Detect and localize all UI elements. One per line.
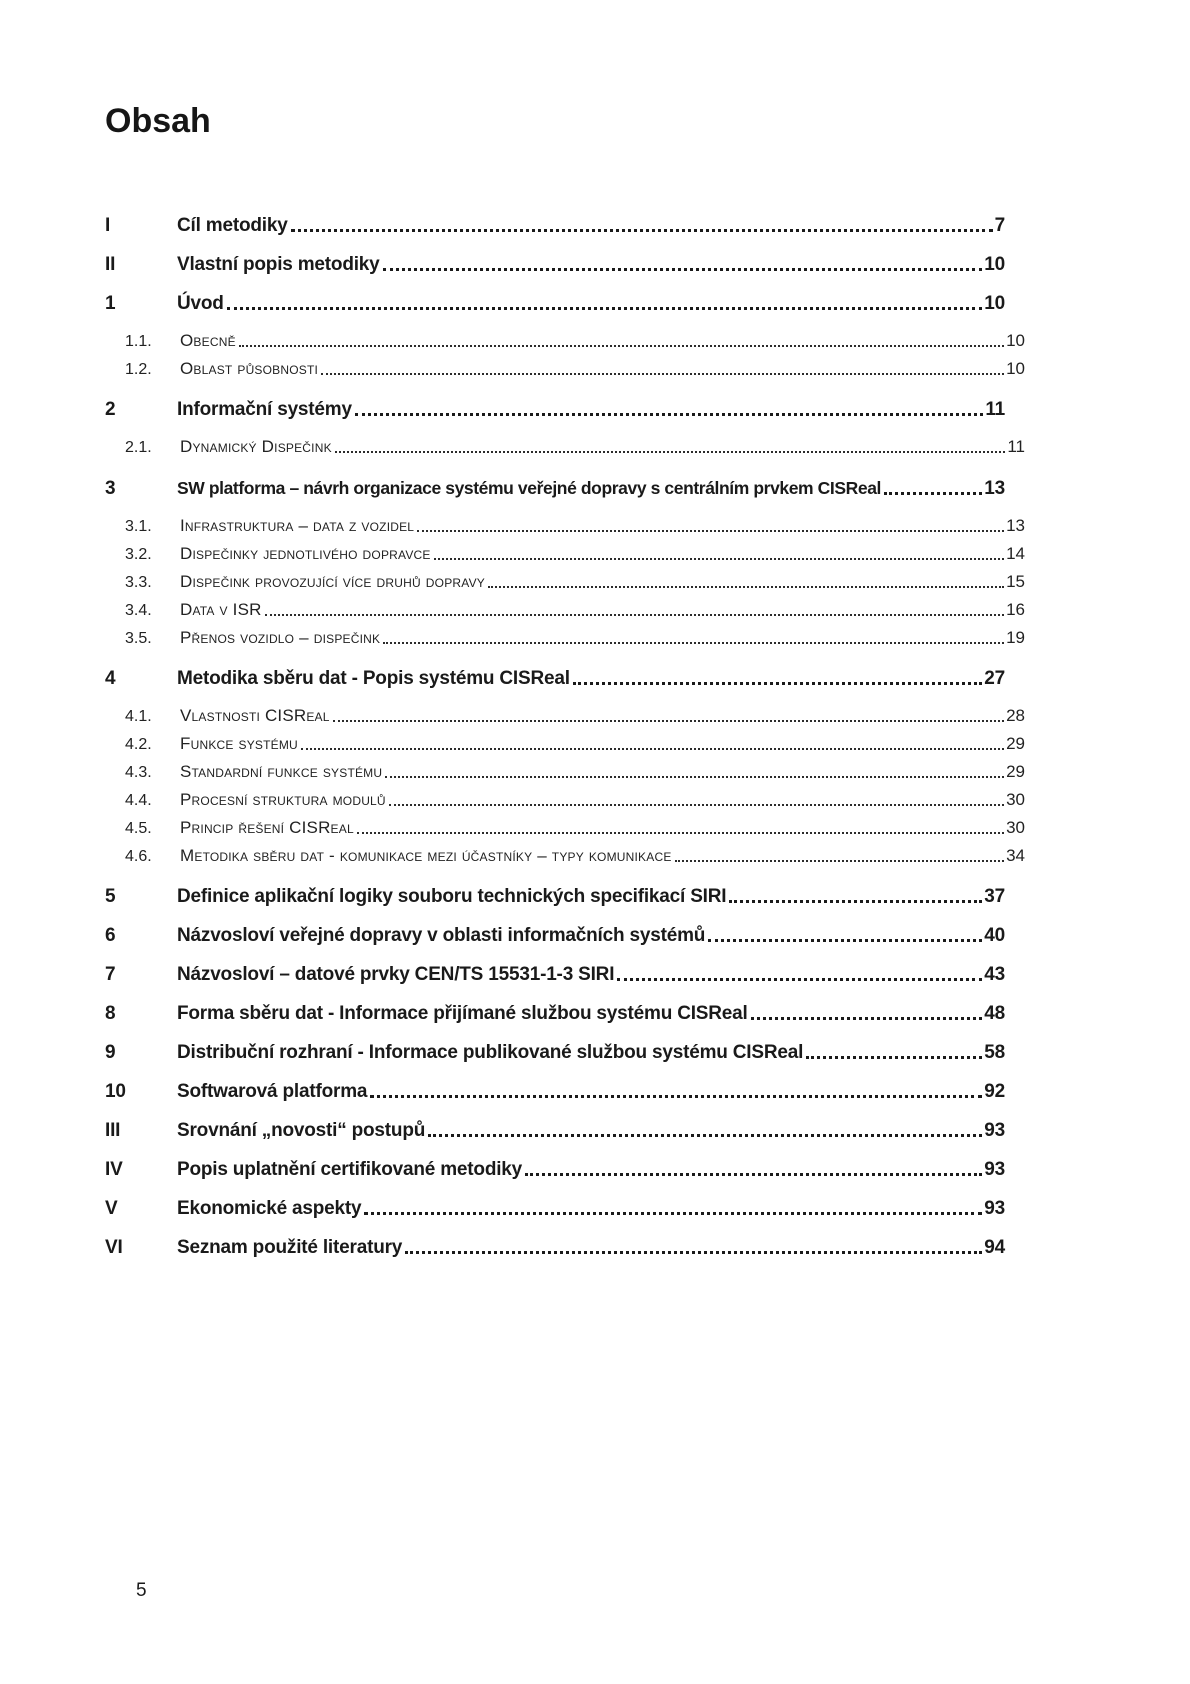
toc-entry-title: Ekonomické aspekty bbox=[177, 1198, 362, 1219]
toc-entry bbox=[105, 1002, 1005, 1026]
toc-entry bbox=[105, 214, 1005, 238]
toc-leader-dots bbox=[405, 1251, 982, 1254]
toc-entry-number: II bbox=[105, 254, 116, 275]
toc-entry-number: 1.1. bbox=[125, 333, 152, 350]
toc-entry-page-number: 7 bbox=[994, 215, 1005, 236]
toc-entry-page-number: 40 bbox=[984, 925, 1005, 946]
toc-leader-dots bbox=[573, 682, 982, 685]
toc-leader-dots bbox=[751, 1017, 983, 1020]
toc-leader-dots bbox=[385, 776, 1004, 778]
toc-entry-page-number: 30 bbox=[1006, 818, 1025, 837]
toc-leader-dots bbox=[335, 451, 1006, 453]
toc-leader-dots bbox=[525, 1173, 982, 1176]
toc-entry-number: 2.1. bbox=[125, 439, 152, 456]
toc-leader-dots bbox=[617, 978, 982, 981]
toc-entry bbox=[105, 1236, 1005, 1260]
toc-entry-page-number: 15 bbox=[1006, 572, 1025, 591]
toc-entry-number: 1.2. bbox=[125, 361, 152, 378]
toc-entry-page-number: 13 bbox=[984, 478, 1005, 499]
toc-entry bbox=[105, 253, 1005, 277]
toc-entry-number: 3.2. bbox=[125, 546, 152, 563]
toc-entry bbox=[105, 885, 1005, 909]
toc-entry-number: 4.1. bbox=[125, 708, 152, 725]
toc-entry-page-number: 29 bbox=[1006, 734, 1025, 753]
toc-entry-number: 3.4. bbox=[125, 602, 152, 619]
toc-entry-title: Vlastní popis metodiky bbox=[177, 254, 380, 275]
toc-entry-page-number: 13 bbox=[1006, 516, 1025, 535]
toc-entry-title: Názvosloví – datové prvky CEN/TS 15531-1-3 SIRI bbox=[177, 964, 615, 985]
toc-leader-dots bbox=[383, 268, 983, 271]
toc-leader-dots bbox=[355, 413, 983, 416]
toc-entry-title: Obecně bbox=[180, 331, 236, 350]
toc-entry bbox=[105, 667, 1005, 691]
toc-leader-dots bbox=[434, 558, 1004, 560]
toc-entry-number: 3.3. bbox=[125, 574, 152, 591]
toc-entry-number: 3 bbox=[105, 478, 116, 499]
toc-entry bbox=[105, 476, 1005, 501]
toc-entry-page-number: 48 bbox=[984, 1003, 1005, 1024]
toc-entry-title: Oblast působnosti bbox=[180, 359, 319, 378]
toc-entry-number: III bbox=[105, 1120, 121, 1141]
toc-entry-page-number: 11 bbox=[985, 399, 1005, 420]
toc-leader-dots bbox=[806, 1056, 982, 1059]
toc-leader-dots bbox=[383, 642, 1004, 644]
toc-entry-title: Dispečink provozující více druhů dopravy bbox=[180, 572, 485, 591]
toc-entry-page-number: 30 bbox=[1006, 790, 1025, 809]
toc-leader-dots bbox=[265, 614, 1004, 616]
toc-entry-page-number: 58 bbox=[984, 1042, 1005, 1063]
toc-entry-number: 4.6. bbox=[125, 848, 152, 865]
toc-entry-title: Funkce systému bbox=[180, 734, 298, 753]
toc-entry-title: Softwarová platforma bbox=[177, 1081, 368, 1102]
toc-entry-number: 1 bbox=[105, 293, 116, 314]
toc-entry-page-number: 10 bbox=[984, 293, 1005, 314]
toc-entry-title: Forma sběru dat - Informace přijímané službou systému CISReal bbox=[177, 1003, 748, 1024]
toc-entry-title: Metodika sběru dat - Popis systému CISReal bbox=[177, 668, 570, 689]
toc-leader-dots bbox=[884, 492, 982, 495]
toc-leader-dots bbox=[417, 530, 1004, 532]
toc-leader-dots bbox=[239, 345, 1004, 347]
toc-entry-number: 8 bbox=[105, 1003, 116, 1024]
toc-entry-number: 4.4. bbox=[125, 792, 152, 809]
toc-entry bbox=[105, 963, 1005, 987]
toc-leader-dots bbox=[708, 939, 982, 942]
toc-entry bbox=[105, 599, 1025, 621]
toc-entry-page-number: 10 bbox=[1006, 359, 1025, 378]
toc-entry bbox=[105, 330, 1025, 352]
toc-entry bbox=[105, 543, 1025, 565]
toc-leader-dots bbox=[370, 1095, 982, 1098]
toc-entry bbox=[105, 571, 1025, 593]
toc-entry-number: 4 bbox=[105, 668, 116, 689]
toc-entry bbox=[105, 817, 1025, 839]
toc-leader-dots bbox=[364, 1212, 982, 1215]
page-content bbox=[105, 0, 1025, 1260]
toc-leader-dots bbox=[729, 900, 982, 903]
toc-entry-page-number: 16 bbox=[1006, 600, 1025, 619]
toc-entry-page-number: 11 bbox=[1007, 437, 1025, 456]
toc-leader-dots bbox=[291, 229, 993, 232]
toc-leader-dots bbox=[488, 586, 1004, 588]
toc-entry bbox=[105, 924, 1005, 948]
toc-entry bbox=[105, 1197, 1005, 1221]
toc-entry-page-number: 19 bbox=[1006, 628, 1025, 647]
toc-entry-page-number: 94 bbox=[984, 1237, 1005, 1258]
toc-entry-title: Metodika sběru dat - komunikace mezi účastníky – typy komunikace bbox=[180, 846, 672, 865]
toc-leader-dots bbox=[227, 307, 983, 310]
toc-list bbox=[105, 214, 1025, 1260]
toc-entry bbox=[105, 292, 1005, 316]
toc-entry-page-number: 29 bbox=[1006, 762, 1025, 781]
toc-entry-number: 10 bbox=[105, 1081, 126, 1102]
toc-entry bbox=[105, 1041, 1005, 1065]
toc-entry bbox=[105, 1158, 1005, 1182]
toc-entry bbox=[105, 398, 1005, 422]
toc-entry-title: Informační systémy bbox=[177, 399, 352, 420]
page-title: Obsah bbox=[105, 102, 211, 140]
toc-entry-number: 7 bbox=[105, 964, 116, 985]
toc-entry-title: Data v ISR bbox=[180, 600, 262, 619]
toc-entry bbox=[105, 705, 1025, 727]
toc-entry-number: V bbox=[105, 1198, 118, 1219]
toc-entry-page-number: 28 bbox=[1006, 706, 1025, 725]
toc-entry-title: Princip řešení CISReal bbox=[180, 818, 354, 837]
toc-entry bbox=[105, 1119, 1005, 1143]
footer-page-number: 5 bbox=[136, 1580, 147, 1601]
toc-entry-title: Cíl metodiky bbox=[177, 215, 288, 236]
toc-entry bbox=[105, 436, 1025, 458]
toc-entry-title: Popis uplatnění certifikované metodiky bbox=[177, 1159, 523, 1180]
toc-entry-number: 9 bbox=[105, 1042, 116, 1063]
toc-entry-page-number: 10 bbox=[1006, 331, 1025, 350]
toc-entry-number: 2 bbox=[105, 399, 116, 420]
toc-entry-title: Úvod bbox=[177, 293, 224, 314]
toc-entry-number: VI bbox=[105, 1237, 123, 1258]
toc-entry bbox=[105, 733, 1025, 755]
toc-entry-title: Přenos vozidlo – dispečink bbox=[180, 628, 381, 647]
toc-entry bbox=[105, 845, 1025, 867]
toc-entry bbox=[105, 761, 1025, 783]
toc-entry-page-number: 37 bbox=[984, 886, 1005, 907]
toc-entry-number: 3.5. bbox=[125, 630, 152, 647]
toc-entry bbox=[105, 358, 1025, 380]
toc-entry-page-number: 93 bbox=[984, 1120, 1005, 1141]
toc-entry-number: 4.5. bbox=[125, 820, 152, 837]
toc-leader-dots bbox=[301, 748, 1004, 750]
toc-leader-dots bbox=[428, 1134, 982, 1137]
toc-entry-title: Infrastruktura – data z vozidel bbox=[180, 516, 415, 535]
toc-entry bbox=[105, 789, 1025, 811]
toc-entry-page-number: 34 bbox=[1006, 846, 1025, 865]
toc-entry-title: Vlastnosti CISReal bbox=[180, 706, 330, 725]
toc-entry bbox=[105, 627, 1025, 649]
toc-entry-title: Názvosloví veřejné dopravy v oblasti informačních systémů bbox=[177, 925, 706, 946]
toc-leader-dots bbox=[321, 373, 1004, 375]
toc-entry-number: 3.1. bbox=[125, 518, 152, 535]
toc-leader-dots bbox=[333, 720, 1004, 722]
toc-entry-number: 5 bbox=[105, 886, 116, 907]
toc-entry-page-number: 27 bbox=[984, 668, 1005, 689]
toc-entry-number: 6 bbox=[105, 925, 116, 946]
toc-entry-number: I bbox=[105, 215, 111, 236]
toc-entry-number: 4.3. bbox=[125, 764, 152, 781]
toc-entry bbox=[105, 1080, 1005, 1104]
toc-entry-number: 4.2. bbox=[125, 736, 152, 753]
toc-entry-page-number: 93 bbox=[984, 1159, 1005, 1180]
toc-entry-title: Srovnání „novosti“ postupů bbox=[177, 1120, 426, 1141]
toc-entry-page-number: 93 bbox=[984, 1198, 1005, 1219]
toc-entry-title: Seznam použité literatury bbox=[177, 1237, 403, 1258]
toc-entry-page-number: 10 bbox=[984, 254, 1005, 275]
toc-entry-title: Dynamický Dispečink bbox=[180, 437, 332, 456]
toc-leader-dots bbox=[389, 804, 1004, 806]
toc-entry-title: Distribuční rozhraní - Informace publikované službou systému CISReal bbox=[177, 1042, 804, 1063]
toc-entry bbox=[105, 515, 1025, 537]
toc-entry-title: Definice aplikační logiky souboru technických specifikací SIRI bbox=[177, 886, 727, 907]
toc-entry-page-number: 92 bbox=[984, 1081, 1005, 1102]
toc-entry-number: IV bbox=[105, 1159, 123, 1180]
toc-entry-page-number: 43 bbox=[984, 964, 1005, 985]
toc-leader-dots bbox=[675, 860, 1005, 862]
toc-entry-title: SW platforma – návrh organizace systému veřejné dopravy s centrálním prvkem CISReal bbox=[177, 478, 882, 498]
toc-entry-title: Dispečinky jednotlivého dopravce bbox=[180, 544, 431, 563]
toc-entry-title: Standardní funkce systému bbox=[180, 762, 383, 781]
toc-entry-title: Procesní struktura modulů bbox=[180, 790, 386, 809]
toc-leader-dots bbox=[357, 832, 1004, 834]
toc-entry-page-number: 14 bbox=[1006, 544, 1025, 563]
